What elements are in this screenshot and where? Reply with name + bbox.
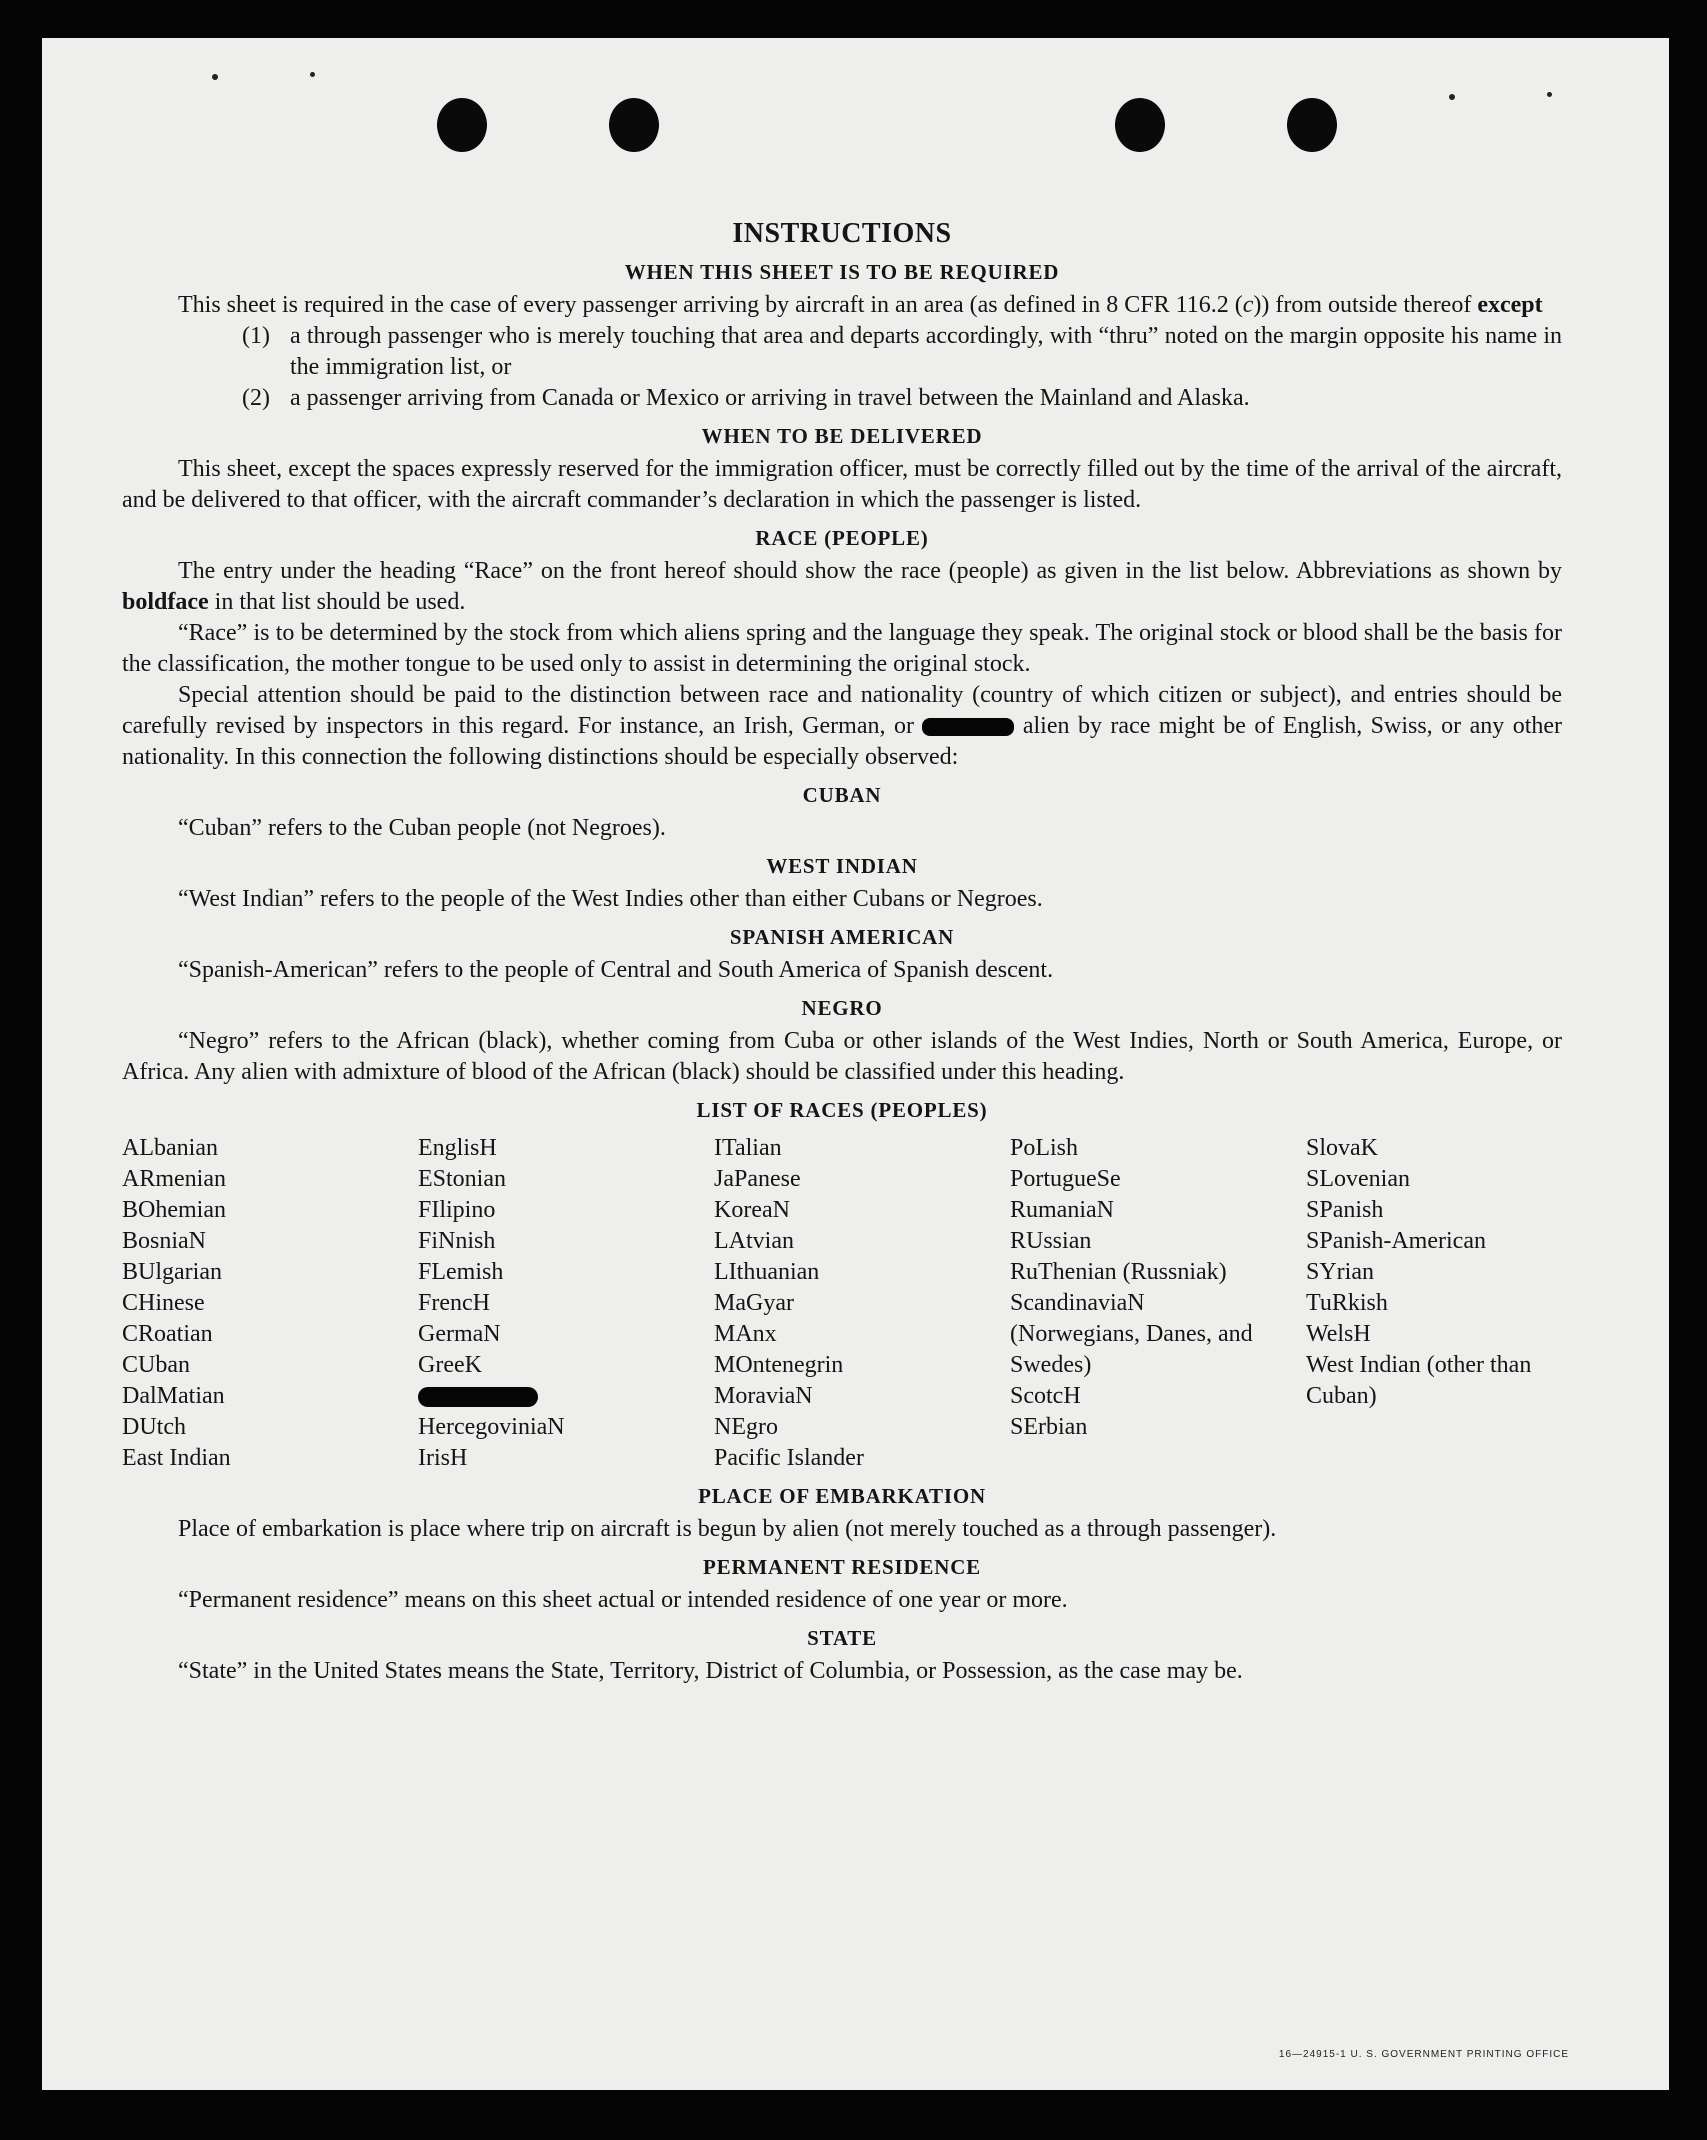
race-entry: MOntenegrin bbox=[714, 1352, 844, 1378]
race-entry: FLemish bbox=[418, 1259, 504, 1285]
race-entry: PortugueSe bbox=[1010, 1166, 1121, 1192]
speck bbox=[212, 74, 218, 80]
cuban-text: “Cuban” refers to the Cuban people (not Negroes). bbox=[178, 815, 666, 841]
race-entry: DalMatian bbox=[122, 1383, 225, 1409]
race-entry: GermaN bbox=[418, 1321, 501, 1347]
page-title: INSTRUCTIONS bbox=[732, 218, 952, 249]
race-entry: East Indian bbox=[122, 1445, 231, 1471]
section-heading-negro: NEGRO bbox=[801, 996, 883, 1020]
race-entry: MaGyar bbox=[714, 1290, 794, 1316]
west-indian-text: “West Indian” refers to the people of the West Indies other than either Cubans or Negroes. bbox=[178, 886, 1043, 912]
race-entry: ARmenian bbox=[122, 1166, 226, 1192]
race-entry: NEgro bbox=[714, 1414, 778, 1440]
race-entry: BUlgarian bbox=[122, 1259, 222, 1285]
races-column bbox=[714, 1133, 1010, 1474]
race-entry: EnglisH bbox=[418, 1135, 497, 1161]
race-entry: GreeK bbox=[418, 1352, 482, 1378]
race-entry: LIthuanian bbox=[714, 1259, 820, 1285]
race-entry: RuThenian (Russniak) bbox=[1010, 1259, 1227, 1285]
race-entry: ALbanian bbox=[122, 1135, 218, 1161]
punch-hole bbox=[609, 98, 659, 152]
race-paragraph-1: The entry under the heading “Race” on the front hereof should show the race (people) as given in the list below. Abbreviations as shown by boldface in that list should be used. bbox=[122, 558, 1562, 615]
race-entry: SYrian bbox=[1306, 1259, 1374, 1285]
state-text: “State” in the United States means the State, Territory, District of Columbia, or Possession, as the case may be. bbox=[178, 1658, 1243, 1684]
exception-item: (2) a passenger arriving from Canada or Mexico or arriving in travel between the Mainland and Alaska. bbox=[242, 385, 1250, 411]
race-entry: FIlipino bbox=[418, 1197, 496, 1223]
race-entry: RumaniaN bbox=[1010, 1197, 1114, 1223]
race-entry: Pacific Islander bbox=[714, 1445, 864, 1471]
section-heading-embarkation: PLACE OF EMBARKATION bbox=[698, 1484, 986, 1508]
section-heading-race: RACE (PEOPLE) bbox=[755, 526, 929, 550]
punch-hole bbox=[1115, 98, 1165, 152]
section-heading-when-required: WHEN THIS SHEET IS TO BE REQUIRED bbox=[624, 260, 1060, 284]
race-entry: LAtvian bbox=[714, 1228, 794, 1254]
section-heading-spanish-american: SPANISH AMERICAN bbox=[729, 925, 955, 949]
race-entry: ScotcH bbox=[1010, 1383, 1081, 1409]
race-entry: KoreaN bbox=[714, 1197, 790, 1223]
race-entry: HercegoviniaN bbox=[418, 1414, 565, 1440]
document-sheet bbox=[42, 38, 1669, 2090]
race-entry: RUssian bbox=[1010, 1228, 1092, 1254]
race-entry: MAnx bbox=[714, 1321, 777, 1347]
race-entry: SErbian bbox=[1010, 1414, 1088, 1440]
race-entry: BosniaN bbox=[122, 1228, 206, 1254]
punch-hole bbox=[1287, 98, 1337, 152]
race-entry: MoraviaN bbox=[714, 1383, 813, 1409]
section-heading-when-delivered: WHEN TO BE DELIVERED bbox=[701, 424, 983, 448]
race-entry: SLovenian bbox=[1306, 1166, 1410, 1192]
exception-item: (1) a through passenger who is merely touching that area and departs accordingly, with “thru” noted on the margin opposite his name in the immigration list, or bbox=[242, 323, 1562, 380]
section-heading-west-indian: WEST INDIAN bbox=[766, 854, 918, 878]
races-column bbox=[1010, 1133, 1306, 1474]
race-entry: TuRkish bbox=[1306, 1290, 1388, 1316]
races-column bbox=[1306, 1133, 1562, 1474]
when-delivered-text: This sheet, except the spaces expressly reserved for the immigration officer, must be correctly filled out by the time of the arrival of the aircraft, and be delivered to that officer, with the aircraft commander’s declaration in which the passenger is listed. bbox=[122, 456, 1562, 513]
section-heading-cuban: CUBAN bbox=[802, 783, 882, 807]
speck bbox=[310, 72, 315, 77]
race-entry: West Indian (other than Cuban) bbox=[1306, 1352, 1532, 1409]
section-heading-residence: PERMANENT RESIDENCE bbox=[703, 1555, 981, 1579]
race-entry: CRoatian bbox=[122, 1321, 213, 1347]
races-column bbox=[418, 1133, 714, 1474]
race-entry: FiNnish bbox=[418, 1228, 496, 1254]
race-entry: ScandinaviaN (Norwegians, Danes, and Swedes) bbox=[1010, 1290, 1253, 1378]
speck bbox=[1547, 92, 1552, 97]
section-heading-list-of-races: LIST OF RACES (PEOPLES) bbox=[696, 1098, 988, 1122]
race-entry: PoLish bbox=[1010, 1135, 1079, 1161]
negro-text: “Negro” refers to the African (black), whether coming from Cuba or other islands of the West Indies, North or South America, Europe, or Africa. Any alien with admixture of blood of the African (black) should be classified under this heading. bbox=[122, 1028, 1562, 1085]
punch-hole bbox=[437, 98, 487, 152]
race-entry: WelsH bbox=[1306, 1321, 1371, 1347]
race-entry: SPanish bbox=[1306, 1197, 1384, 1223]
race-entry: EStonian bbox=[418, 1166, 506, 1192]
embarkation-text: Place of embarkation is place where trip on aircraft is begun by alien (not merely touched as a through passenger). bbox=[178, 1516, 1277, 1542]
instructions-document bbox=[122, 178, 1562, 1687]
when-required-intro: This sheet is required in the case of every passenger arriving by aircraft in an area (as defined in 8 CFR 116.2 (c)) from outside thereof except bbox=[178, 292, 1543, 318]
races-column bbox=[122, 1133, 418, 1474]
speck bbox=[1449, 94, 1455, 100]
redacted-entry bbox=[418, 1381, 714, 1412]
races-list bbox=[122, 1133, 1562, 1474]
race-paragraph-2: “Race” is to be determined by the stock from which aliens spring and the language they speak. The original stock or blood shall be the basis for the classification, the mother tongue to be used only to assist in determining the original stock. bbox=[122, 620, 1562, 677]
residence-text: “Permanent residence” means on this sheet actual or intended residence of one year or more. bbox=[178, 1587, 1068, 1613]
race-entry: CUban bbox=[122, 1352, 190, 1378]
race-entry: SPanish-American bbox=[1306, 1228, 1486, 1254]
race-paragraph-3: Special attention should be paid to the distinction between race and nationality (country of which citizen or subject), and entries should be carefully revised by inspectors in this regard. For instance, an Irish, German, or alien by race might be of English, Swiss, or any other nationality. In this connection the following distinctions should be especially observed: bbox=[122, 682, 1563, 770]
race-entry: ITalian bbox=[714, 1135, 782, 1161]
race-entry: JaPanese bbox=[714, 1166, 801, 1192]
race-entry: IrisH bbox=[418, 1445, 468, 1471]
race-entry: BOhemian bbox=[122, 1197, 226, 1223]
redaction-mark bbox=[922, 718, 1014, 736]
redaction-mark bbox=[418, 1387, 538, 1407]
printing-office-footer: 16—24915-1 U. S. GOVERNMENT PRINTING OFFICE bbox=[1278, 2049, 1569, 2060]
section-heading-state: STATE bbox=[807, 1626, 877, 1650]
race-entry: FrencH bbox=[418, 1290, 490, 1316]
race-entry: CHinese bbox=[122, 1290, 205, 1316]
spanish-american-text: “Spanish-American” refers to the people of Central and South America of Spanish descent. bbox=[178, 957, 1054, 983]
race-entry: SlovaK bbox=[1306, 1135, 1378, 1161]
race-entry: DUtch bbox=[122, 1414, 186, 1440]
